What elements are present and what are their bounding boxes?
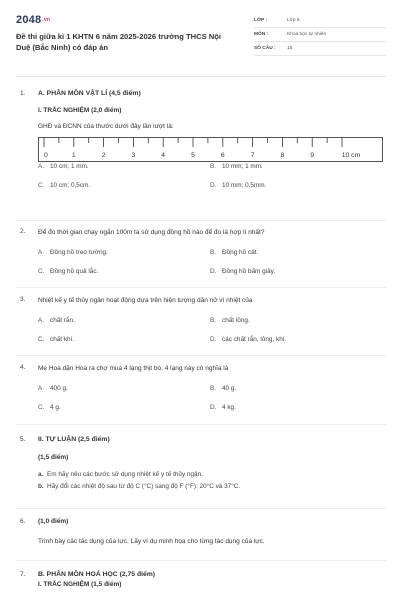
subsection-heading: (1,0 điểm) [38, 518, 69, 525]
question-separator [16, 220, 386, 221]
option-c[interactable]: C. 4 g. [38, 404, 61, 411]
section-heading: B. PHÂN MÔN HOÁ HỌC (2,75 điểm) [38, 571, 156, 578]
option-d[interactable]: D. Đồng hồ bấm giây. [210, 268, 276, 275]
question-body [38, 571, 378, 588]
section-heading: II. TỰ LUẬN (2,5 điểm) [38, 436, 110, 443]
question-body [38, 296, 378, 343]
ruler-label: 1 [71, 152, 76, 159]
ruler-label: 10 cm [341, 152, 361, 159]
sub-question-b: b. Hãy đổi các nhiệt độ sau từ độ C (°C) sang độ F (°F): 20°C và 37°C. [38, 483, 241, 490]
option-b[interactable]: B. 10 mm; 1 mm. [210, 163, 263, 170]
question-4 [20, 364, 380, 419]
ruler-svg [39, 138, 382, 161]
options-grid [38, 249, 378, 275]
option-a[interactable]: A. chất rắn. [38, 317, 75, 324]
options-grid [38, 163, 378, 189]
sub-question-a: a. Em hãy nêu các bước sử dụng nhiệt kế y tế thủy ngân. [38, 471, 203, 478]
question-separator [16, 508, 386, 509]
ruler-label: 6 [220, 152, 225, 159]
option-d[interactable]: D. các chất rắn, lỏng, khí. [210, 336, 287, 343]
exam-info [254, 14, 386, 56]
question-1 [20, 90, 380, 220]
question-7 [20, 571, 380, 599]
question-separator [16, 355, 386, 356]
ruler-label: 8 [280, 152, 285, 159]
info-row-count [254, 42, 386, 56]
info-row-class [254, 14, 386, 28]
subsection-heading: I. TRẮC NGHIỆM (1,5 điểm) [38, 581, 122, 588]
question-separator [16, 560, 386, 561]
option-d[interactable]: D. 10 mm; 0,5mm. [210, 182, 267, 189]
header-divider [16, 76, 386, 77]
question-text: Mẹ Hoa dặn Hoa ra chợ mua 4 lạng thịt bò, 4 lạng này có nghĩa là [38, 365, 229, 372]
question-number: 3. [20, 296, 26, 303]
option-d[interactable]: D. 4 kg. [210, 404, 236, 411]
option-a[interactable]: A. 10 cm; 1 mm. [38, 163, 89, 170]
option-c[interactable]: C. Đồng hồ quả lắc. [38, 268, 99, 275]
question-text: Trình bày các tác dụng của lực. Lấy ví dụ minh họa cho từng tác dụng của lực. [38, 538, 265, 545]
info-value: Lớp 6 [287, 18, 300, 23]
option-c[interactable]: C. chất khí. [38, 336, 75, 343]
info-key: LỚP : [254, 18, 268, 23]
sub-question-list [38, 471, 378, 490]
subsection-heading: I. TRẮC NGHIỆM (2,0 điểm) [38, 107, 122, 114]
ruler-label: 2 [101, 152, 106, 159]
question-5 [20, 436, 380, 506]
ruler-label: 9 [310, 152, 315, 159]
subsection-heading: (1,5 điểm) [38, 454, 69, 461]
option-c[interactable]: C. 10 cm; 0,5cm. [38, 182, 91, 189]
options-grid [38, 385, 378, 411]
question-body [38, 228, 378, 275]
question-number: 4. [20, 364, 26, 371]
question-3 [20, 296, 380, 351]
info-key: SỐ CÂU : [254, 46, 276, 51]
info-value: 15 [287, 46, 293, 51]
ruler-wrap [38, 117, 378, 159]
question-number: 7. [20, 571, 26, 578]
question-text: GHĐ và ĐCNN của thước dưới đây lần lượt là: [38, 123, 174, 130]
ruler-label: 0 [44, 152, 48, 159]
question-number: 5. [20, 436, 26, 443]
question-body [38, 518, 378, 546]
site-logo[interactable]: 2048.vn [16, 14, 51, 26]
question-text: Để đo thời gian chạy ngắn 100m ta sử dụng đồng hồ nào để đo là hợp lí nhất? [38, 229, 265, 236]
question-6 [20, 518, 380, 558]
question-number: 6. [20, 518, 26, 525]
ruler-label: 5 [191, 152, 195, 159]
page-title: Đề thi giữa kì 1 KHTN 6 năm 2025-2026 trường THCS Nội Duệ (Bắc Ninh) có đáp án [16, 32, 222, 52]
ruler-label: 3 [131, 152, 136, 159]
info-key: MÔN : [254, 32, 269, 37]
question-separator [16, 287, 386, 288]
question-2 [20, 228, 380, 283]
question-text: Nhiệt kế y tế thủy ngân hoạt động dựa trên hiện tượng dãn nở vì nhiệt của [38, 297, 253, 304]
info-row-subject [254, 28, 386, 42]
option-b[interactable]: B. chất lỏng. [210, 317, 250, 324]
section-heading: A. PHÂN MÔN VẬT LÍ (4,5 điểm) [38, 90, 141, 97]
ruler-figure [38, 137, 383, 162]
option-a[interactable]: A. 400 g. [38, 385, 68, 392]
option-b[interactable]: B. Đồng hồ cát. [210, 249, 259, 256]
option-a[interactable]: A. Đồng hồ treo tường. [38, 249, 108, 256]
ruler-label: 4 [161, 152, 166, 159]
ruler-label: 7 [250, 152, 255, 159]
question-number: 2. [20, 228, 26, 235]
options-grid [38, 317, 378, 343]
info-value: Khoa học tự nhiên [287, 32, 327, 37]
option-b[interactable]: B. 40 g. [210, 385, 237, 392]
question-body [38, 436, 378, 495]
question-body [38, 364, 378, 411]
question-separator [16, 424, 386, 425]
header [16, 14, 386, 70]
question-number: 1. [20, 90, 26, 97]
question-body [38, 90, 378, 189]
